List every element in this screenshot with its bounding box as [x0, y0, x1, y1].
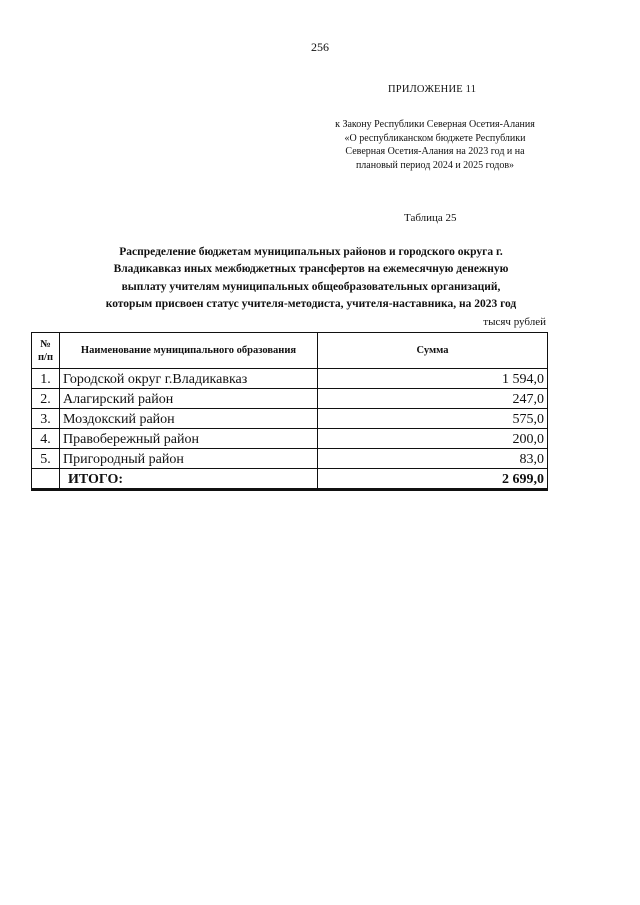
table-row: [32, 449, 548, 469]
appendix-subtitle: [300, 118, 570, 172]
appendix-subtitle-line: Северная Осетия-Алания на 2023 год и на: [345, 146, 525, 158]
row-number: 4.: [32, 429, 60, 449]
row-sum: 247,0: [318, 389, 548, 409]
row-number: 5.: [32, 449, 60, 469]
row-sum: 83,0: [318, 449, 548, 469]
row-name: Пригородный район: [60, 449, 318, 469]
appendix-subtitle-line: к Закону Республики Северная Осетия-Алания: [335, 119, 535, 130]
table-header-row: [32, 333, 548, 369]
table-row: [32, 389, 548, 409]
row-name: Алагирский район: [60, 389, 318, 409]
heading-line: Владикавказ иных межбюджетных трансфертов на ежемесячную денежную: [113, 263, 509, 276]
table-row: [32, 429, 548, 449]
table-row: [32, 409, 548, 429]
total-sum: 2 699,0: [318, 469, 548, 490]
table-label: Таблица 25: [404, 212, 457, 224]
header-sum: Сумма: [318, 333, 548, 369]
distribution-table: [31, 332, 548, 491]
total-number: [32, 469, 60, 490]
row-sum: 575,0: [318, 409, 548, 429]
heading-line: выплату учителям муниципальных общеобразовательных организаций,: [121, 280, 501, 293]
total-row: [32, 469, 548, 490]
document-heading: [56, 244, 566, 313]
heading-line: которым присвоен статус учителя-методиста, учителя-наставника, на 2023 год: [105, 297, 517, 310]
row-number: 1.: [32, 369, 60, 389]
appendix-subtitle-line: плановый период 2024 и 2025 годов»: [355, 159, 515, 171]
header-number: № п/п: [32, 333, 60, 369]
row-number: 3.: [32, 409, 60, 429]
total-label: ИТОГО:: [60, 469, 318, 490]
appendix-subtitle-line: «О республиканском бюджете Республики: [344, 132, 526, 144]
row-name: Правобережный район: [60, 429, 318, 449]
table-row: [32, 369, 548, 389]
units-label: тысяч рублей: [483, 316, 546, 328]
page-number: 256: [311, 40, 329, 54]
row-name: Моздокский район: [60, 409, 318, 429]
row-number: 2.: [32, 389, 60, 409]
row-name: Городской округ г.Владикавказ: [60, 369, 318, 389]
appendix-title: ПРИЛОЖЕНИЕ 11: [388, 84, 477, 95]
header-name: Наименование муниципального образования: [60, 333, 318, 369]
heading-line: Распределение бюджетам муниципальных районов и городского округа г.: [119, 246, 503, 258]
row-sum: 200,0: [318, 429, 548, 449]
row-sum: 1 594,0: [318, 369, 548, 389]
